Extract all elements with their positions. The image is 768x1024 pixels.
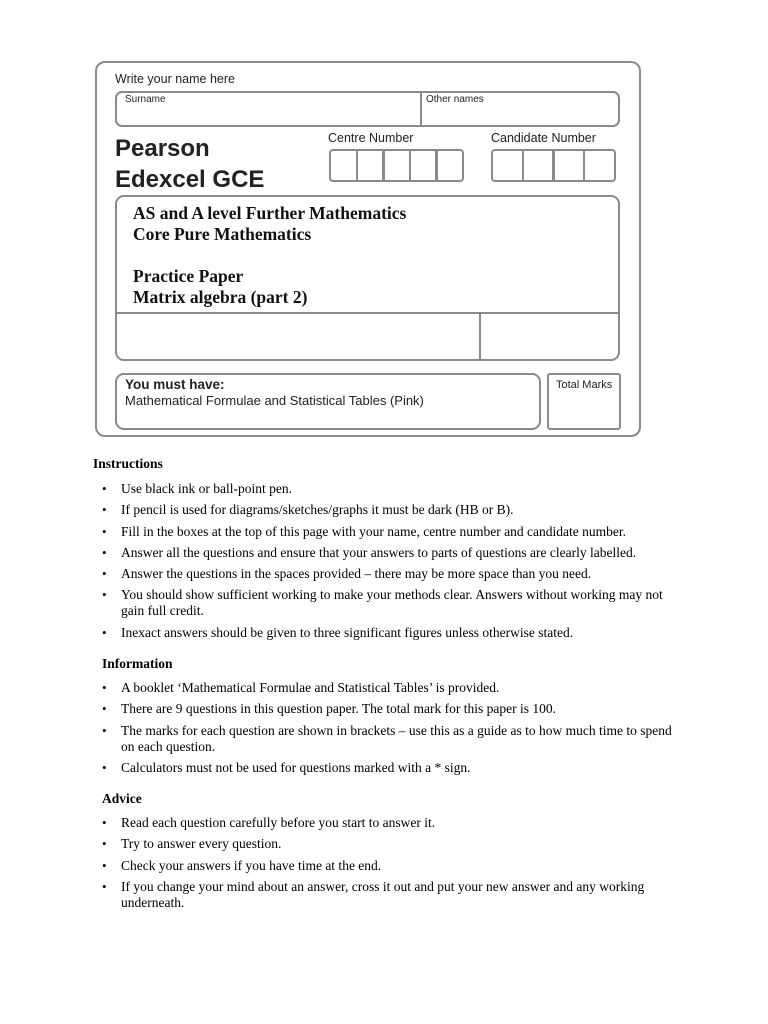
list-item: • Answer all the questions and ensure that your answers to parts of questions are clearly labelled. xyxy=(102,544,637,560)
bullet-icon: • xyxy=(102,481,107,496)
bullet-icon: • xyxy=(102,544,107,560)
list-item: • Calculators must not be used for questions marked with a * sign. xyxy=(102,759,471,775)
candidate-digit-box[interactable] xyxy=(491,149,524,182)
centre-digit-box[interactable] xyxy=(329,149,358,182)
subject-title: AS and A level Further Mathematics xyxy=(133,203,407,223)
bullet-icon: • xyxy=(102,587,107,603)
list-item: • Use black ink or ball-point pen. xyxy=(102,481,292,496)
bullet-icon: • xyxy=(102,523,107,539)
list-item: • Fill in the boxes at the top of this page with your name, centre number and candidate number. xyxy=(102,523,626,539)
paper-title-box xyxy=(115,195,620,361)
list-item: • Answer the questions in the spaces provided – there may be more space than you need. xyxy=(102,566,592,582)
other-names-label: Other names xyxy=(426,94,484,105)
total-marks-box[interactable] xyxy=(547,373,621,430)
bullet-icon: • xyxy=(102,502,107,518)
you-must-have-title: You must have: xyxy=(125,377,225,392)
candidate-number-label: Candidate Number xyxy=(491,131,596,145)
candidate-digit-box[interactable] xyxy=(583,149,616,182)
paper-type: Practice Paper xyxy=(133,266,244,286)
bullet-icon: • xyxy=(102,759,107,775)
list-item: • The marks for each question are shown in brackets – use this as a guide as to how much time to spend on each question. xyxy=(102,722,672,754)
cover-sheet xyxy=(95,61,641,437)
centre-digit-box[interactable] xyxy=(435,149,464,182)
list-item: • If pencil is used for diagrams/sketches/graphs it must be dark (HB or B). xyxy=(102,502,514,518)
instructions-list xyxy=(98,481,678,646)
brand-line-1: Pearson xyxy=(115,135,210,162)
bullet-icon: • xyxy=(102,566,107,582)
bullet-icon: • xyxy=(102,722,107,738)
list-item: • Try to answer every question. xyxy=(102,836,282,852)
information-list xyxy=(98,680,678,781)
centre-digit-box[interactable] xyxy=(356,149,385,182)
bullet-icon: • xyxy=(102,624,107,640)
bullet-icon: • xyxy=(102,815,107,830)
paper-topic: Matrix algebra (part 2) xyxy=(133,287,308,307)
bullet-icon: • xyxy=(102,857,107,873)
bullet-icon: • xyxy=(102,701,107,717)
bullet-icon: • xyxy=(102,836,107,852)
bullet-icon: • xyxy=(102,680,107,695)
you-must-have-box xyxy=(115,373,541,430)
centre-number-boxes[interactable] xyxy=(329,149,462,182)
name-prompt: Write your name here xyxy=(115,72,235,86)
centre-digit-box[interactable] xyxy=(382,149,411,182)
list-item: • There are 9 questions in this question paper. The total mark for this paper is 100. xyxy=(102,701,557,717)
advice-heading: Advice xyxy=(102,791,142,806)
centre-number-label: Centre Number xyxy=(328,131,414,145)
list-item: • Read each question carefully before you start to answer it. xyxy=(102,815,436,830)
title-vertical-divider xyxy=(479,312,481,360)
exam-board-logo xyxy=(115,133,264,195)
instructions-heading: Instructions xyxy=(93,456,163,471)
surname-label: Surname xyxy=(125,94,166,105)
centre-digit-box[interactable] xyxy=(409,149,438,182)
candidate-digit-box[interactable] xyxy=(552,149,585,182)
information-heading: Information xyxy=(102,656,173,671)
bullet-icon: • xyxy=(102,878,107,894)
brand-line-2: Edexcel GCE xyxy=(115,166,265,193)
you-must-have-text: Mathematical Formulae and Statistical Tables (Pink) xyxy=(125,393,424,408)
advice-list xyxy=(98,815,678,916)
list-item: • If you change your mind about an answer, cross it out and put your new answer and any working underneath. xyxy=(102,878,645,910)
candidate-digit-box[interactable] xyxy=(522,149,555,182)
total-marks-label: Total Marks xyxy=(556,379,613,391)
name-box[interactable] xyxy=(115,91,620,127)
title-divider xyxy=(117,312,618,314)
candidate-number-boxes[interactable] xyxy=(491,149,613,182)
list-item: • Inexact answers should be given to three significant figures unless otherwise stated. xyxy=(102,624,574,640)
subject-subtitle: Core Pure Mathematics xyxy=(133,224,312,244)
name-divider xyxy=(420,93,422,125)
list-item: • Check your answers if you have time at the end. xyxy=(102,857,382,873)
list-item: • A booklet ‘Mathematical Formulae and Statistical Tables’ is provided. xyxy=(102,680,500,695)
list-item: • You should show sufficient working to make your methods clear. Answers without working may not gain full credit. xyxy=(102,587,663,619)
